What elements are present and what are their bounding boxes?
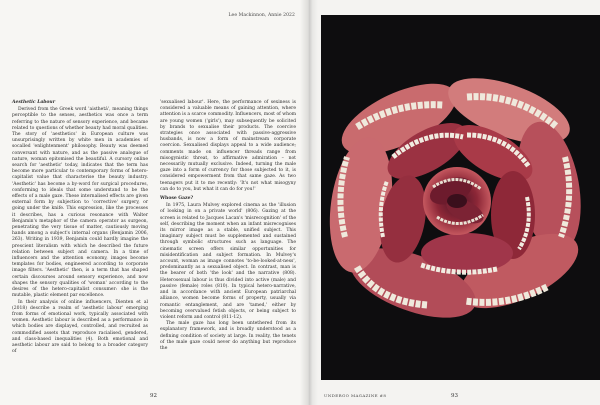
lip-rose-collage-image (321, 15, 600, 380)
page-number-left: 92 (150, 393, 157, 399)
section-heading-aesthetic-labour: Aesthetic Labour (12, 100, 56, 105)
lip-rose-illustration (321, 15, 600, 380)
magazine-footer-title: UNDERGO MAGAZINE #8 (324, 393, 387, 398)
inner-lip-core (423, 167, 491, 235)
paragraph: Derived from the Greek word 'aisthetá', meaning things perceptible to the senses, aesthetics was once a term referring to the nature of sensory experience, and became related to questions of whether beauty had moral qualities. The story of 'aesthetics' in European culture was unsurprisingly written by white men in academies of socalled 'enlightenment' philosophy. Beauty was deemed conversant with nature, and as the passive analogue of nature, woman epitomised the beautiful. A cursory online search for 'aesthetic' today, indicates that the term has become more particular to contemporary forms of hetero-capitalist value that characterise the beauty industry. 'Aesthetic' has become a by-word for surgical procedures, conforming to ideals that some understand to be the effects of a male gaze. These internalised effects are given external form by subjection to 'corrective' surgery, or going under the knife. This expression, like the processes it describes, has a curious resonance with Walter Benjamin's metaphor of the camera operator as surgeon, penetrating the very tissue of matter, cautiously moving hands among a subject's internal organs (Benjamin 2006, 263). Writing in 1939, Benjamin could hardly imagine the prescient literalism with which he described the future relation between subject and camera. In a time of influencers and the attention economy, images become templates for bodies, engineered according to corporate image filters. 'Aesthetic' then, is a term that has shaped certain discourses around sensory experience, and now shapes the sensory qualities of 'woman' according to the desires of the hetero-capitalist consumer: she is the mutable, plastic element par excellence. (12, 107, 148, 299)
paragraph: In 1975, Laura Mulvey explored cinema as the 'illusion of looking in on a private world' (806). Gazing at the screen is related to Jacques Lacan's 'misrecognition' of the self, describing the moment when an infant misrecognises its mirror image as a stable, unified subject. This imaginary subject must be supplemented and sustained through symbolic structures such as language. The cinematic screen offers similar opportunities for misidentification and subject formation. In Mulvey's account, woman as image connotes 'to-be-looked-at-ness', predominantly as a sexualised object. In contrast, man is the bearer of both 'the look' and the narrative (808). Heterosexual labour is thus divided into active (male) and passive (female) roles (810). In typical hetero-narrative, and in accordance with ancient European patriarchal alliance, women become forms of property, usually via romantic entanglement, and are 'tamed,' either by becoming overvalued fetish objects, or being subject to violent reform and control (811-12). (160, 203, 296, 320)
text-column-right (160, 100, 296, 352)
section-heading-whose-gaze: Whose Gaze? (160, 196, 194, 202)
page-number-right: 93 (451, 393, 458, 399)
page-gutter-shadow (300, 0, 318, 405)
paragraph: 'sexualised labour'. Here, the performance of sexiness is considered a valuable means of gaining attention, where attention is a scarce commodity. Influencers, most of whom are young women ('girls'), may subsequently be solicited by brands to sexualise their products. The coercive strategies once associated with passive-aggressive husbands, is now a form of mainstream corporate coercion. Sexualised displays appeal to a wide audience; comments made on influencer threads range from misogynistic threat, to affirmative admiration – not necessarily mutually exclusive. Indeed, turning the male gaze into a form of currency for those subjected to it, is considered empowerment from that same gaze. As two teenagers put it to me recently: 'It's not what misogyny can do to you, but what it can do for you!' (160, 100, 296, 192)
running-head: Lee Mackinnon, Annie 2022 (228, 13, 295, 18)
paragraph: The male gaze has long been untethered from its explanatory framework, and is broadly understood as a defining condition of society at large. In reality, the tenets of the male gaze could never do anything but reproduce the (160, 321, 296, 351)
paragraph: In their analysis of online influencers, Dienten et al (2018) describe a realm of 'aesthetic labour' emerging from forms of emotional work, typically associated with women. Aesthetic labour is described as a performance in which bodies are displayed, controlled, and recruited as commodified assets that reproduce racialised, gendered, and class-based inequalities (4). Both emotional and aesthetic labour are said to belong to a broader category of (12, 299, 148, 355)
text-column-left (12, 100, 148, 355)
